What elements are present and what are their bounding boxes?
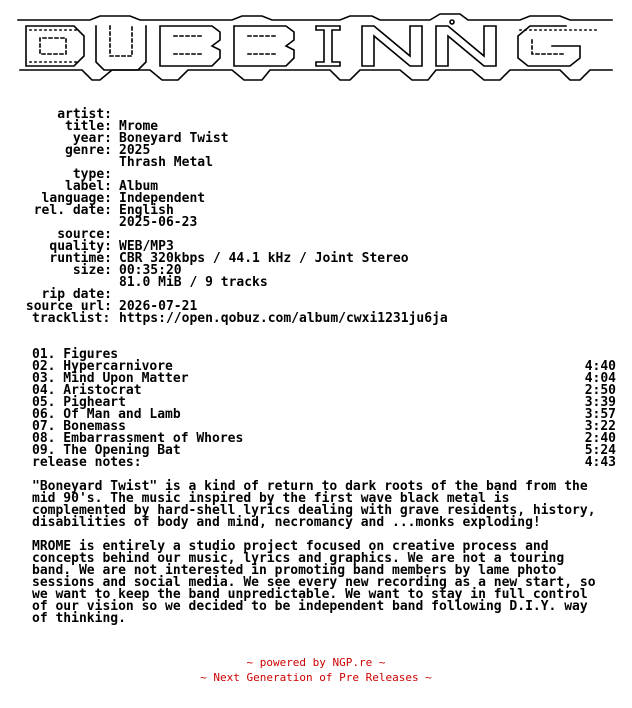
meta-value: WEB/MP3 xyxy=(119,239,174,254)
track-title: 03. Mind Upon Matter xyxy=(32,371,189,386)
track-duration: 4:43 xyxy=(584,455,616,470)
meta-value: Thrash Metal xyxy=(119,155,213,170)
meta-key: rip date: xyxy=(41,287,112,302)
meta-key: source url: xyxy=(25,299,112,314)
meta-value: English xyxy=(119,203,174,218)
track-duration: 3:57 xyxy=(584,407,616,422)
meta-value: CBR 320kbps / 44.1 kHz / Joint Stereo xyxy=(119,251,409,266)
track-duration: 3:22 xyxy=(584,419,616,434)
meta-value: Boneyard Twist xyxy=(119,131,229,146)
track-title: 01. Figures xyxy=(32,347,119,362)
meta-key: year: xyxy=(72,131,112,146)
tracklist-heading: tracklist: xyxy=(32,311,111,326)
meta-value: 2026-07-21 xyxy=(119,299,198,314)
meta-value: 00:35:20 xyxy=(119,263,182,278)
track-title: 02. Hypercarnivore xyxy=(32,359,173,374)
meta-key: source: xyxy=(57,227,112,242)
track-duration: 5:24 xyxy=(584,443,616,458)
track-duration: 2:40 xyxy=(584,431,616,446)
meta-value: Mrome xyxy=(119,119,159,134)
meta-key: label: xyxy=(65,179,112,194)
meta-key: rel. date: xyxy=(33,203,112,218)
footer-powered-by: ~ powered by NGP.re ~ xyxy=(246,656,386,669)
release-notes-paragraph: "Boneyard Twist" is a kind of return to dark roots of the band from the mid 90's. The music inspired by the first wave black metal is complemented by hard-shell lyrics dealing with grave residents, history, disabilities of body and mind, necromancy and ...monks exploding! xyxy=(32,479,596,530)
track-title: 07. Bonemass xyxy=(32,419,126,434)
footer-tagline: ~ Next Generation of Pre Releases ~ xyxy=(200,671,432,684)
band-statement-paragraph: MROME is entirely a studio project focused on creative process and concepts behind our music, lyrics and graphics. We are not a touring band. We are not interested in promoting band members by lame photo sessions and social media. We see every new recording as a new start, so we want to keep the band unpredictable. We want to stay in full control of our vision so we decided to be independent band following D.I.Y. way of thinking. xyxy=(32,539,596,626)
track-duration: 3:39 xyxy=(584,395,616,410)
track-title: 08. Embarrassment of Whores xyxy=(32,431,244,446)
meta-value: 81.0 MiB / 9 tracks xyxy=(119,275,268,290)
meta-key: genre: xyxy=(65,143,112,158)
ascii-banner-logo xyxy=(0,0,632,90)
track-title: 09. The Opening Bat xyxy=(32,443,181,458)
meta-value: 2025-06-23 xyxy=(119,215,198,230)
track-duration: 4:04 xyxy=(584,371,616,386)
track-title: 06. Of Man and Lamb xyxy=(32,407,181,422)
meta-key: language: xyxy=(41,191,112,206)
meta-value: 2025 xyxy=(119,143,151,158)
meta-key: quality: xyxy=(49,239,112,254)
meta-key: artist: xyxy=(57,107,112,122)
meta-key: runtime: xyxy=(49,251,112,266)
source-url-link[interactable]: https://open.qobuz.com/album/cwxi1231ju6ja xyxy=(119,311,448,326)
meta-value: Independent xyxy=(119,191,206,206)
track-title: 05. Pigheart xyxy=(32,395,126,410)
meta-key: title: xyxy=(65,119,112,134)
release-notes-heading: release notes: xyxy=(32,455,142,470)
meta-key: type: xyxy=(72,167,112,182)
track-duration: 2:50 xyxy=(584,383,616,398)
meta-key: size: xyxy=(72,263,112,278)
track-title: 04. Aristocrat xyxy=(32,383,142,398)
track-duration: 4:40 xyxy=(584,359,616,374)
meta-value: Album xyxy=(119,179,159,194)
